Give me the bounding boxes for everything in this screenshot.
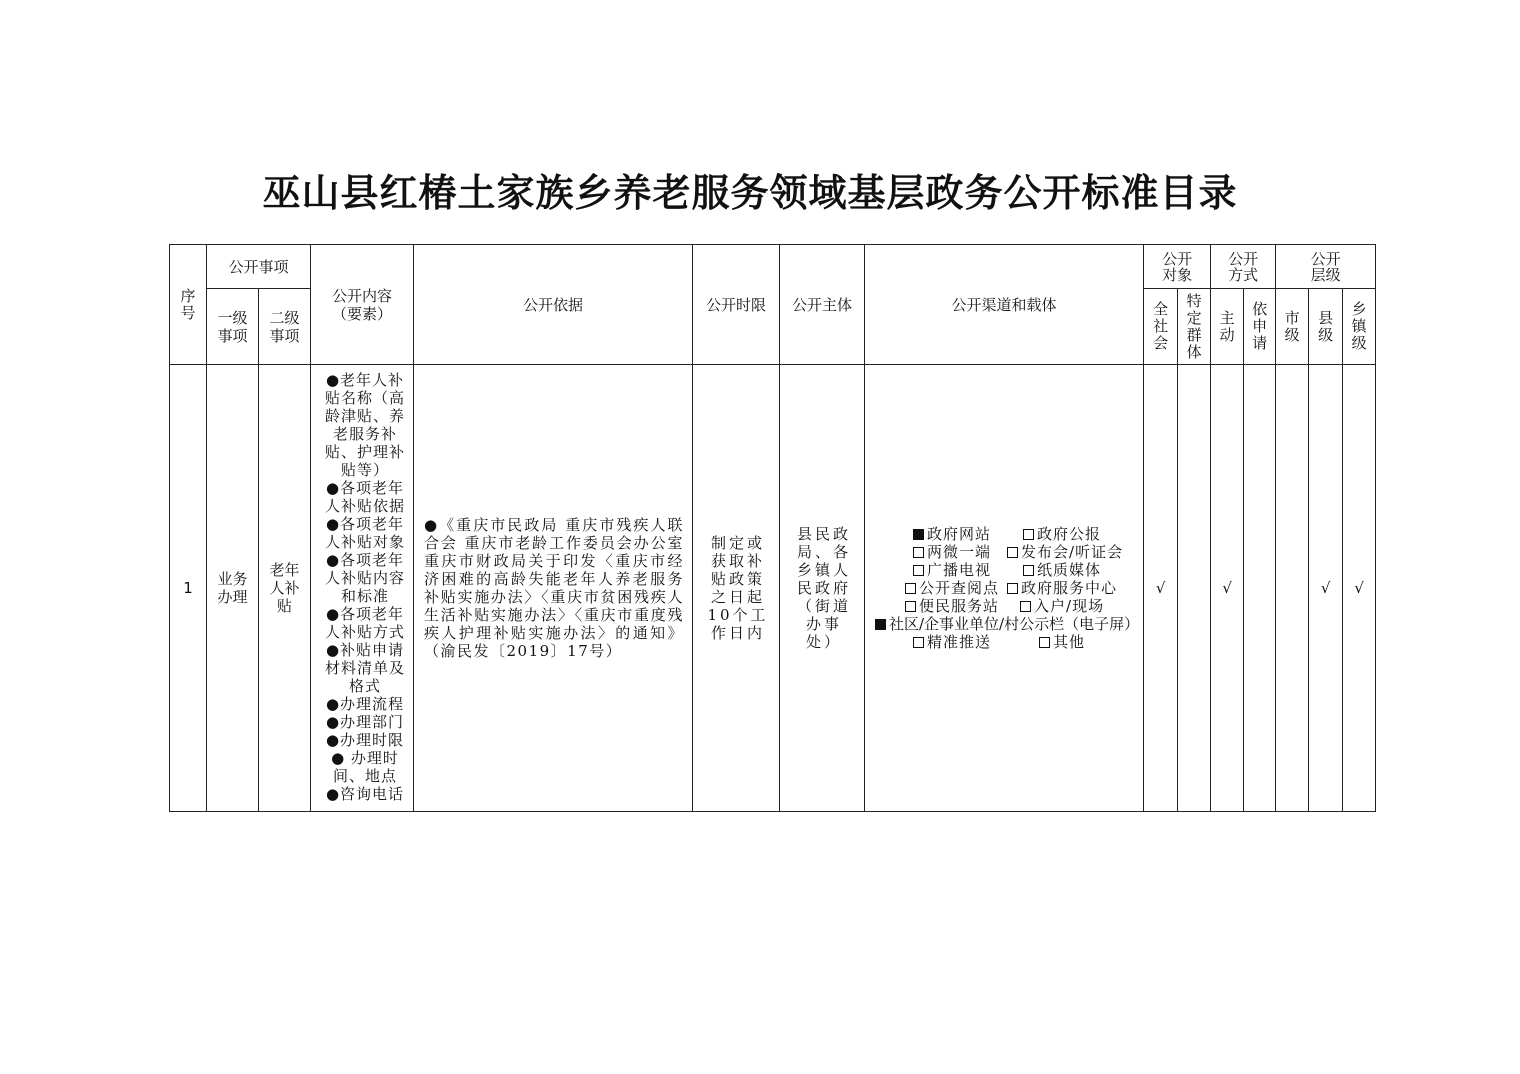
header-seq <box>170 245 207 365</box>
header-time-limit: 公开时限 <box>693 245 780 365</box>
header-level-city-label: 市级 <box>1284 308 1300 344</box>
channel-label: 社区/企事业单位/村公示栏（电子屏） <box>889 615 1140 633</box>
header-level1 <box>207 289 259 365</box>
row-target-specific <box>1178 365 1211 812</box>
checkbox-icon[interactable] <box>1007 547 1018 558</box>
row-channels <box>865 365 1144 812</box>
header-target-label: 公开对象 <box>1162 249 1193 284</box>
catalog-table <box>169 244 1376 812</box>
channel-onsite[interactable] <box>1007 597 1117 615</box>
channel-line <box>875 561 1139 579</box>
checkbox-icon[interactable] <box>905 583 916 594</box>
channel-tv[interactable] <box>897 561 1007 579</box>
header-method-label: 公开方式 <box>1228 249 1259 284</box>
header-target <box>1144 245 1211 289</box>
checkbox-icon[interactable] <box>875 619 886 630</box>
channel-label: 政府网站 <box>927 525 992 543</box>
channel-line <box>875 525 1139 543</box>
checkbox-icon[interactable] <box>1023 529 1034 540</box>
row-content <box>311 365 414 812</box>
channel-wechat[interactable] <box>897 543 1007 561</box>
header-row-1 <box>170 245 1376 289</box>
header-target-specific-label: 特定群体 <box>1186 291 1202 361</box>
row-basis-text: ●《重庆市民政局 重庆市残疾人联合会 重庆市老龄工作委员会办公室 重庆市财政局关于印发〈重庆市经济困难的高龄失能老年人养老服务补贴实施办法〉〈重庆市贫困残疾人生活补贴实施办法〉〈重庆市重度残疾人护理补贴实施办法〉的通知》（渝民发〔2019〕17号） <box>424 516 684 660</box>
row-level-city <box>1276 365 1309 812</box>
checkbox-icon[interactable] <box>1007 583 1018 594</box>
header-content <box>311 245 414 365</box>
row-level1-text: 业务办理 <box>217 570 248 606</box>
header-method-active <box>1211 289 1244 365</box>
row-level2 <box>259 365 311 812</box>
header-target-all <box>1144 289 1178 365</box>
checkbox-icon[interactable] <box>1039 637 1050 648</box>
row-method-request <box>1244 365 1276 812</box>
row-subject-text: 县民政局、各乡镇人民政府（街道办事处） <box>796 525 851 651</box>
channel-line <box>875 615 1139 633</box>
row-subject <box>780 365 865 812</box>
header-level2-label: 二级事项 <box>269 308 300 345</box>
channel-line <box>875 543 1139 561</box>
checkbox-icon[interactable] <box>913 565 924 576</box>
checkbox-icon[interactable] <box>1023 565 1034 576</box>
row-level-town: √ <box>1343 365 1376 812</box>
header-level-label: 公开层级 <box>1310 249 1341 284</box>
channel-label: 纸质媒体 <box>1037 561 1102 579</box>
header-target-specific <box>1178 289 1211 365</box>
channel-service-center[interactable] <box>1007 579 1117 597</box>
checkbox-icon[interactable] <box>1020 601 1031 612</box>
channel-push[interactable] <box>897 633 1007 651</box>
header-subject: 公开主体 <box>780 245 865 365</box>
row-basis <box>414 365 693 812</box>
channel-other[interactable] <box>1007 633 1117 651</box>
checkbox-icon[interactable] <box>913 637 924 648</box>
header-level2 <box>259 289 311 365</box>
channel-label: 便民服务站 <box>919 597 1000 615</box>
header-seq-label: 序号 <box>180 286 196 322</box>
header-level-city <box>1276 289 1309 365</box>
header-basis: 公开依据 <box>414 245 693 365</box>
header-target-all-label: 全社会 <box>1153 300 1169 352</box>
channel-press[interactable] <box>1007 543 1124 561</box>
checkbox-icon[interactable] <box>913 547 924 558</box>
row-level2-text: 老年人补贴 <box>269 561 300 615</box>
header-matter: 公开事项 <box>207 245 311 289</box>
channel-label: 精准推送 <box>927 633 992 651</box>
row-target-all: √ <box>1144 365 1178 812</box>
channel-label: 两微一端 <box>927 543 992 561</box>
channel-label: 政府公报 <box>1037 525 1102 543</box>
header-method-request-label: 依申请 <box>1252 300 1268 352</box>
header-level1-label: 一级事项 <box>217 308 248 345</box>
channel-label: 其他 <box>1053 633 1086 651</box>
header-level-town-label: 乡镇级 <box>1351 300 1367 352</box>
header-method-request <box>1244 289 1276 365</box>
channel-label: 入户/现场 <box>1034 597 1105 615</box>
page-title: 巫山县红椿土家族乡养老服务领域基层政务公开标准目录 <box>262 170 1238 215</box>
header-level-county <box>1309 289 1343 365</box>
channel-website[interactable] <box>897 525 1007 543</box>
row-time-limit <box>693 365 780 812</box>
row-level-county: √ <box>1309 365 1343 812</box>
checkbox-icon[interactable] <box>913 529 924 540</box>
channel-convenience[interactable] <box>897 597 1007 615</box>
channel-gazette[interactable] <box>1007 525 1117 543</box>
header-content-label: 公开内容（要素） <box>331 286 392 323</box>
row-level1 <box>207 365 259 812</box>
channel-list <box>865 525 1143 651</box>
header-level-county-label: 县级 <box>1318 308 1334 344</box>
header-method <box>1211 245 1276 289</box>
channel-board[interactable] <box>875 615 1139 633</box>
row-content-text: ●老年人补贴名称（高龄津贴、养老服务补贴、护理补贴等） ●各项老年人补贴依据 ●各项老年人补贴对象 ●各项老年人补贴内容和标准 ●各项老年人补贴方式 ●补贴申请材料清单及格式 ●办理流程 ●办理部门 ●办理时限 ● 办理时间、地点 ●咨询电话 <box>324 371 405 803</box>
channel-line <box>875 633 1139 651</box>
table-row <box>170 365 1376 812</box>
header-level <box>1276 245 1376 289</box>
row-time-limit-text: 制定或获取补贴政策之日起10个工作日内 <box>707 534 769 642</box>
channel-label: 政府服务中心 <box>1021 579 1118 597</box>
channel-line <box>875 579 1139 597</box>
header-level-town <box>1343 289 1376 365</box>
channel-label: 广播电视 <box>927 561 992 579</box>
channel-line <box>875 597 1139 615</box>
channel-reading[interactable] <box>897 579 1007 597</box>
channel-paper[interactable] <box>1007 561 1117 579</box>
row-seq: 1 <box>170 365 207 812</box>
header-method-active-label: 主动 <box>1219 308 1235 344</box>
channel-label: 发布会/听证会 <box>1021 543 1124 561</box>
header-channel: 公开渠道和载体 <box>865 245 1144 365</box>
checkbox-icon[interactable] <box>905 601 916 612</box>
channel-label: 公开查阅点 <box>919 579 1000 597</box>
row-method-active: √ <box>1211 365 1244 812</box>
